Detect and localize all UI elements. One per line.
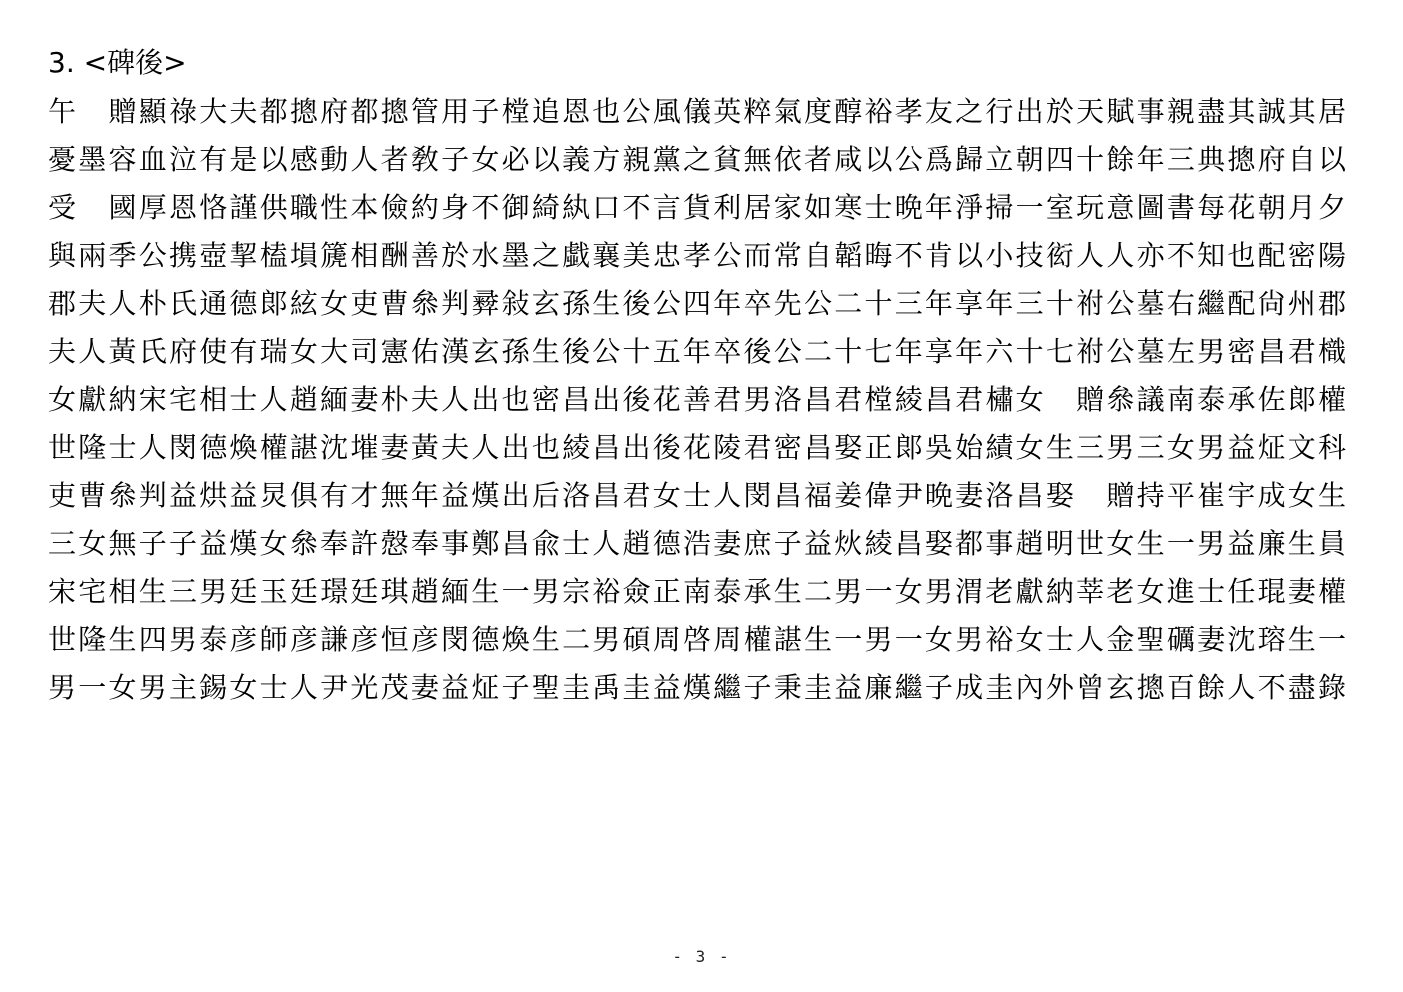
text-line: 與兩季公携壺挈榼塤篪相酬善於水墨之戱襄美忠孝公而常自韜晦不肯以小技衒人人亦不知也配密陽 (48, 239, 1348, 272)
text-line: 憂墨容血泣有是以感動人者敎子女必以義方親黨之貧無依者咸以公爲歸立朝四十餘年三典摠府自以 (48, 143, 1348, 176)
text-line: 受 國厚恩恪謹供職性本儉約身不御綺紈口不言貨利居家如寒士晩年淨掃一室玩意圖書每花朝月夕 (48, 191, 1348, 224)
text-line: 吏曹叅判益烘益炅俱有才無年益熯出后洛昌君女士人閔昌福姜偉尹晩妻洛昌娶 贈持平崔宇成女生 (48, 479, 1348, 512)
text-line: 男一女男主錫女士人尹光茂妻益炡子聖圭禹圭益熯繼子秉圭益廉繼子成圭內外曾玄摠百餘人不盡錄 (48, 671, 1348, 704)
inscription-text (48, 88, 1348, 712)
page-number: - 3 - (672, 947, 731, 966)
text-line: 三女無子子益熯女叅奉許慤奉事鄭昌兪士人趙德浩妻庶子益炏綾昌娶都事趙明世女生一男益廉生員 (48, 527, 1348, 560)
text-line: 女獻納宋宅相士人趙緬妻朴夫人出也密昌出後花善君男洛昌君樘綾昌君橚女 贈叅議南泰承佐郞權 (48, 383, 1348, 416)
section-heading: 3. <碑後> (48, 46, 187, 79)
text-line: 世隆生四男泰彦師彦謙彦恒彦閔德煥生二男碩周啓周權諶生一男一女男裕女士人金聖礪妻沈瑢生一 (48, 623, 1348, 656)
text-line: 世隆士人閔德煥權諶沈墔妻黃夫人出也綾昌出後花陵君密昌娶正郞吳始績女生三男三女男益炡文科 (48, 431, 1348, 464)
text-line: 宋宅相生三男廷玉廷璟廷琪趙緬生一男宗裕僉正南泰承生二男一女男渭老獻納莘老女進士任琨妻權 (48, 575, 1348, 608)
text-line: 夫人黃氏府使有瑞女大司憲佑漢玄孫生後公十五年卒後公二十七年享年六十七祔公墓左男密昌君樴 (48, 335, 1348, 368)
text-line: 午 贈顯祿大夫都摠府都摠管用子樘追恩也公風儀英粹氣度醇裕孝友之行出於天賦事親盡其誠其居 (48, 95, 1348, 128)
text-line: 郡夫人朴氏通德郞絃女吏曹叅判彛敍玄孫生後公四年卒先公二十三年享年三十祔公墓右繼配尙州郡 (48, 287, 1348, 320)
